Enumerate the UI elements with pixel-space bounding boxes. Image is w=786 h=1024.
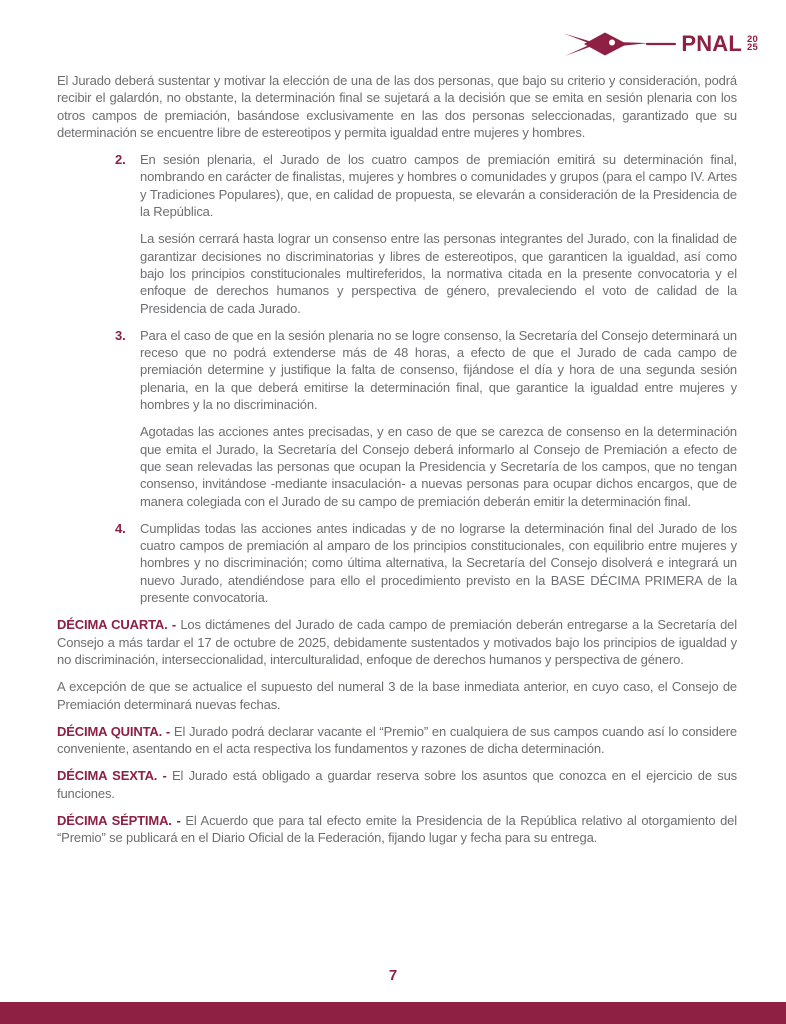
- section-heading: DÉCIMA SEXTA. -: [57, 768, 167, 784]
- logo-year-top: 20: [747, 33, 758, 45]
- numbered-item-4: [57, 520, 737, 616]
- numbered-item-body: [140, 520, 737, 616]
- body-paragraph: El Jurado deberá sustentar y motivar la elección de una de las dos personas, que bajo su criterio y consideración, podrá recibir el galardón, no obstante, la determinación final se sujetará a la decisión que se emita en sesión plenaria con los otros campos de premiación, basándose exclusivamente en las dos personas seleccionadas, garantizado que su determinación se encuentre libre de estereotipos y permita igualdad entre mujeres y hombres.: [57, 73, 737, 140]
- logo-wordmark: PNAL: [681, 31, 743, 56]
- page-number: 7: [388, 967, 398, 984]
- hummingbird-icon: [564, 29, 676, 59]
- body-paragraph: A excepción de que se actualice el supuesto del numeral 3 de la base inmediata anterior, en cuyo caso, el Consejo de Premiación determinará nuevas fechas.: [57, 679, 737, 712]
- page-header: [0, 0, 786, 60]
- list-number: 3.: [115, 327, 126, 343]
- footer-band: [0, 1002, 786, 1024]
- logo-year-stack: [747, 33, 758, 53]
- section-decima-cuarta: [57, 616, 737, 668]
- body-paragraph: La sesión cerrará hasta lograr un consenso entre las personas integrantes del Jurado, con la finalidad de garantizar decisiones no discriminatorias y libres de estereotipos, que garanticen la igualdad, así como bajo los principios constitucionales multireferidos, la normativa citada en la presente convocatoria y el enfoque de derechos humanos y perspectiva de género, prevaleciendo el voto de calidad de la Presidencia de cada Jurado.: [140, 231, 737, 316]
- document-body: [0, 60, 786, 847]
- numbered-item-body: [140, 327, 737, 520]
- pnal-logo: [564, 28, 758, 60]
- section-decima-quinta: [57, 723, 737, 758]
- numbered-item-3: [57, 327, 737, 520]
- section-decima-sexta: [57, 767, 737, 802]
- section-body: El Jurado podrá declarar vacante el “Premio” en cualquiera de sus campos cuando así lo considere conveniente, asentando en el acta respectiva los fundamentos y razones de dicha determinación.: [57, 723, 737, 757]
- body-paragraph: En sesión plenaria, el Jurado de los cuatro campos de premiación emitirá su determinación final, nombrando en carácter de finalistas, mujeres y hombres o comunidades y grupos (para el campo IV. Artes y Tradiciones Populares), que, en calidad de propuesta, se elevarán a consideración de la Presidencia de la República.: [140, 152, 737, 220]
- body-paragraph: Cumplidas todas las acciones antes indicadas y de no lograrse la determinación final del Jurado de los cuatro campos de premiación al amparo de los principios constitucionales, con equilibrio entre mujeres y hombres y no discriminación; como última alternativa, la Secretaría del Consejo disolverá e integrará un nuevo Jurado, atendiéndose para ello el procedimiento previsto en la BASE DÉCIMA PRIMERA de la presente convocatoria.: [140, 520, 737, 606]
- numbered-item-body: [140, 151, 737, 327]
- body-paragraph: Para el caso de que en la sesión plenaria no se logre consenso, la Secretaría del Consejo determinará un receso que no podrá extenderse más de 48 horas, a efecto de que el Jurado de cada campo de premiación determine y justifique la falta de consenso, fijándose el día y hora de una segunda sesión plenaria, en la que deberá emitirse la determinación final, que garantice la igualdad entre mujeres y hombres y la no discriminación.: [140, 327, 737, 413]
- numbered-item-2: [57, 151, 737, 327]
- list-number: 4.: [115, 520, 126, 536]
- section-body: El Jurado está obligado a guardar reserva sobre los asuntos que conozca en el ejercicio de sus funciones.: [57, 768, 738, 801]
- section-heading: DÉCIMA CUARTA. -: [57, 617, 177, 633]
- section-heading: DÉCIMA SÉPTIMA. -: [57, 812, 181, 828]
- logo-year-bottom: 25: [747, 42, 758, 53]
- section-body: El Acuerdo que para tal efecto emite la Presidencia de la República relativo al otorgamiento del “Premio” se publicará en el Diario Oficial de la Federación, fijando lugar y fecha para su entrega.: [57, 812, 737, 846]
- section-decima-septima: [57, 812, 737, 847]
- list-number: 2.: [115, 152, 126, 168]
- section-heading: DÉCIMA QUINTA. -: [57, 723, 171, 739]
- section-body: Los dictámenes del Jurado de cada campo de premiación deberán entregarse a la Secretaría del Consejo a más tardar el 17 de octubre de 2025, debidamente sustentados y motivados bajo los principios de igualdad y no discriminación, interseccionalidad, interculturalidad, enfoque de derechos humanos y perspectiva de género.: [57, 617, 738, 667]
- body-paragraph: Agotadas las acciones antes precisadas, y en caso de que se carezca de consenso en la determinación que emita el Jurado, la Secretaría del Consejo deberá informarlo al Consejo de Premiación a efecto de que sean relevadas las personas que ocupan la Presidencia y Secretaría de los campos, que no tengan consenso, invitándose -mediante insaculación- a nuevas personas para ocupar dichos encargos, que de manera colegiada con el Jurado de su campo de premiación deberán emitir la determinación final.: [140, 424, 737, 509]
